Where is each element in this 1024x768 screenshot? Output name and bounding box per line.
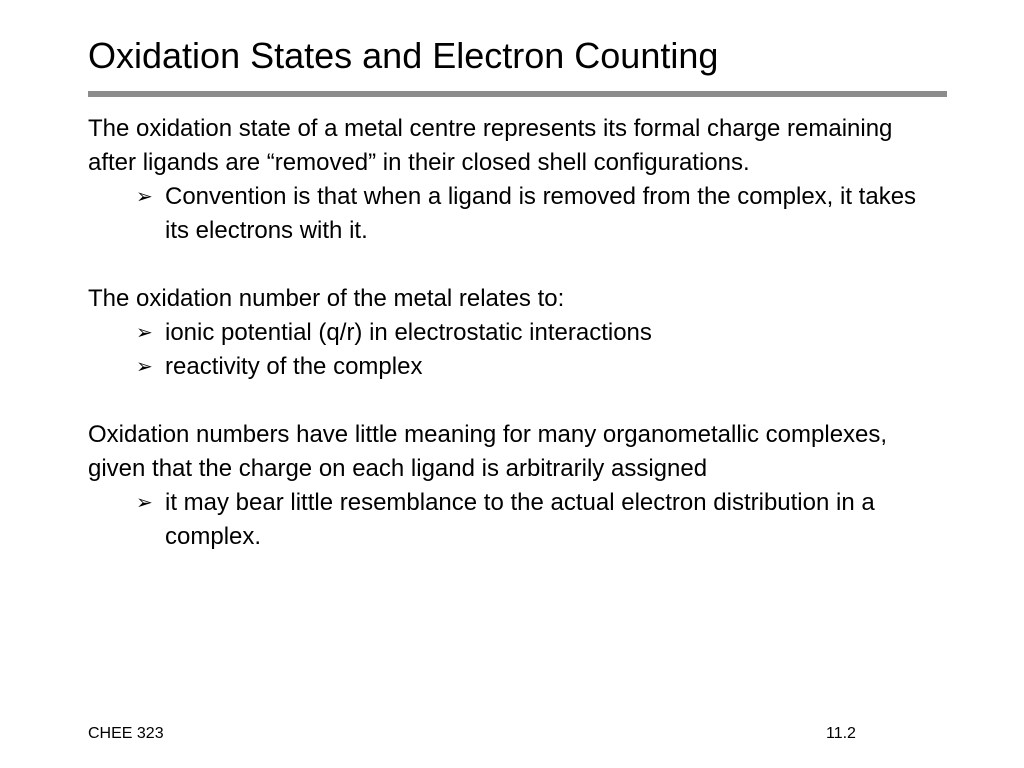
arrow-bullet-icon: ➢ xyxy=(136,186,153,208)
bullet-text: it may bear little resemblance to the actual electron distribution in a complex. xyxy=(165,489,875,550)
bullet-text: ionic potential (q/r) in electrostatic interactions xyxy=(165,319,652,346)
bullet-text: reactivity of the complex xyxy=(165,353,423,380)
arrow-bullet-icon: ➢ xyxy=(136,492,153,514)
paragraph-3: Oxidation numbers have little meaning for many organometallic complexes, given that the charge on each ligand is arbitrarily assigned xyxy=(88,421,888,482)
bullet-item xyxy=(88,350,928,384)
bullet-text: Convention is that when a ligand is removed from the complex, it takes its electrons with it. xyxy=(165,183,917,244)
arrow-bullet-icon: ➢ xyxy=(136,356,153,378)
slide-title: Oxidation States and Electron Counting xyxy=(88,35,719,76)
bullet-item xyxy=(88,486,928,554)
bullet-item xyxy=(88,316,928,350)
spacer xyxy=(88,248,928,282)
bullet-item xyxy=(88,180,928,248)
footer-page-number: 11.2 xyxy=(826,725,856,742)
title-divider xyxy=(88,91,947,97)
spacer xyxy=(88,384,928,418)
arrow-bullet-icon: ➢ xyxy=(136,322,153,344)
footer-course-code: CHEE 323 xyxy=(88,725,164,742)
paragraph-1: The oxidation state of a metal centre represents its formal charge remaining after ligands are “removed” in their closed shell configurations. xyxy=(88,115,893,176)
paragraph-2: The oxidation number of the metal relates to: xyxy=(88,285,565,312)
slide-body xyxy=(88,112,928,554)
